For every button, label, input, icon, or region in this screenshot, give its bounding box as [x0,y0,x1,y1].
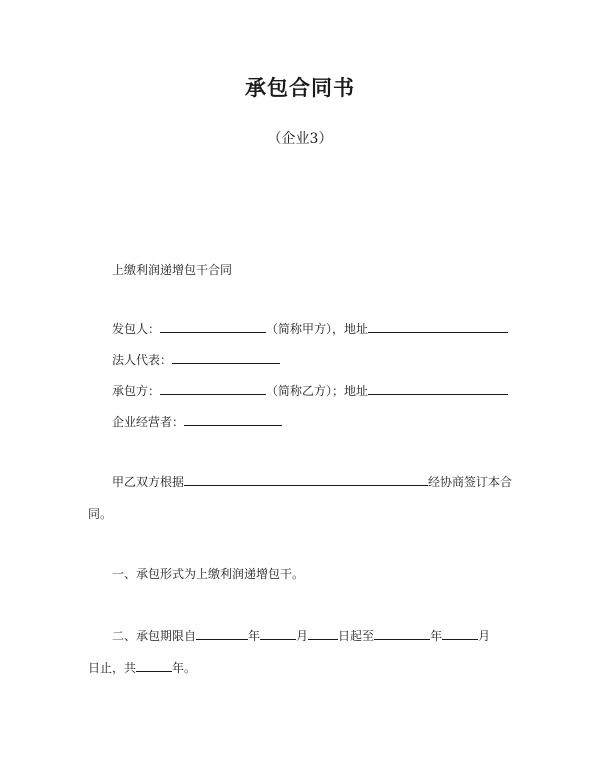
party-a-line [112,319,508,337]
end-month-label: 月 [478,629,491,643]
party-a-name-blank [160,319,266,333]
end-month-blank [442,626,478,640]
manager-label: 企业经营者： [112,415,185,429]
start-day-blank [308,626,338,640]
start-month-label: 月 [296,629,309,643]
party-b-name-blank [160,381,266,395]
agreement-cont: 同。 [88,507,113,521]
end-day-label: 日止，共 [88,661,137,675]
start-day-label: 日起至 [338,629,375,643]
clause-2-cont [88,658,196,676]
agreement-line [112,472,512,490]
party-a-address-blank [368,319,508,333]
agreement-suffix: 经协商签订本合 [428,475,513,489]
clause-1: 一、承包形式为上缴利润递增包干。 [112,567,305,581]
party-a-abbr: （简称甲方），地址 [266,322,369,336]
total-years-blank [136,658,172,672]
agreement-prefix: 甲乙双方根据 [112,475,185,489]
end-year-blank [374,626,430,640]
contract-type: 上缴利润递增包干合同 [112,263,233,277]
end-year-label: 年 [430,629,443,643]
legal-rep-blank [172,350,280,364]
party-b-label: 承包方： [112,384,161,398]
manager-line [112,412,282,430]
document-title: 承包合同书 [245,76,355,100]
start-year-blank [196,626,248,640]
document-subtitle: （企业3） [267,131,333,147]
legal-rep-label: 法人代表： [112,353,173,367]
start-year-label: 年 [248,629,261,643]
party-b-line [112,381,508,399]
party-a-label: 发包人： [112,322,161,336]
clause-2-line [112,626,490,644]
total-years-label: 年。 [172,661,197,675]
legal-rep-line [112,350,280,368]
clause-2-prefix: 二、承包期限自 [112,629,197,643]
agreement-basis-blank [184,472,428,486]
party-b-address-blank [368,381,508,395]
party-b-abbr: （简称乙方）；地址 [266,384,369,398]
manager-blank [184,412,282,426]
start-month-blank [260,626,296,640]
